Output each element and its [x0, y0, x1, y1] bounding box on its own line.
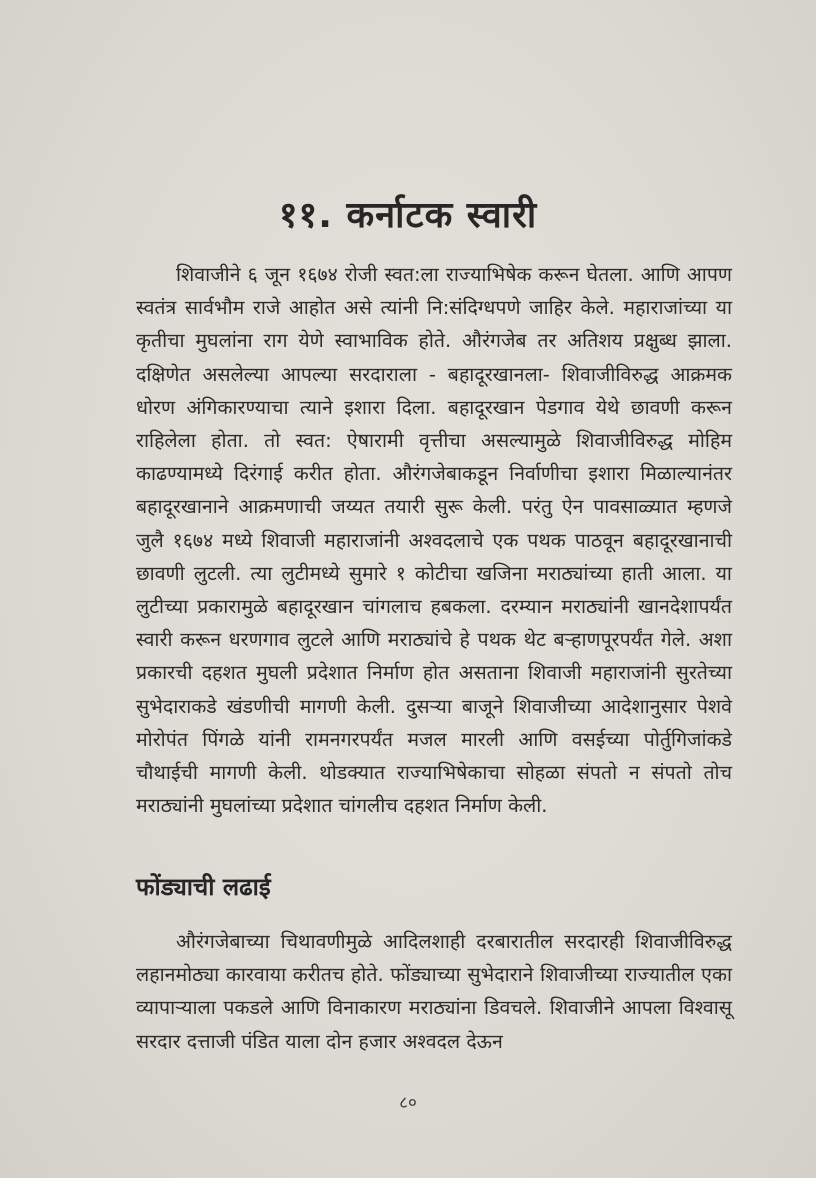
- section-paragraph: औरंगजेबाच्या चिथावणीमुळे आदिलशाही दरबारातील सरदारही शिवाजीविरुद्ध लहानमोठ्या कारवाया करीतच होते. फोंड्याच्या सुभेदाराने शिवाजीच्या राज्यातील एका व्यापाऱ्याला पकडले आणि विनाकारण मराठ्यांना डिवचले. शिवाजीने आपला विश्वासू सरदार दत्ताजी पंडित याला दोन हजार अश्वदल देऊन: [136, 930, 732, 1053]
- page-number: ८०: [399, 1093, 417, 1113]
- section-heading: फोंड्याची लढाई: [136, 873, 271, 901]
- body-paragraph: शिवाजीने ६ जून १६७४ रोजी स्वत:ला राज्याभिषेक करून घेतला. आणि आपण स्वतंत्र सार्वभौम राजे आहोत असे त्यांनी नि:संदिग्धपणे जाहिर केले. महाराजांच्या या कृतीचा मुघलांना राग येणे स्वाभाविक होते. औरंगजेब तर अतिशय प्रक्षुब्ध झाला. दक्षिणेत असलेल्या आपल्या सरदाराला - बहादूरखानला- शिवाजीविरुद्ध आक्रमक धोरण अंगिकारण्याचा त्याने इशारा दिला. बहादूरखान पेडगाव येथे छावणी करून राहिलेला होता. तो स्वत: ऐषारामी वृत्तीचा असल्यामुळे शिवाजीविरुद्ध मोहिम काढण्यामध्ये दिरंगाई करीत होता. औरंगजेबाकडून निर्वाणीचा इशारा मिळाल्यानंतर बहादूरखानाने आक्रमणाची जय्यत तयारी सुरू केली. परंतु ऐन पावसाळ्यात म्हणजे जुलै १६७४ मध्ये शिवाजी महाराजांनी अश्वदलाचे एक पथक पाठवून बहादूरखानाची छावणी लुटली. त्या लुटीमध्ये सुमारे १ कोटीचा खजिना मराठ्यांच्या हाती आला. या लुटीच्या प्रकारामुळे बहादूरखान चांगलाच हबकला. दरम्यान मराठ्यांनी खानदेशापर्यंत स्वारी करून धरणगाव लुटले आणि मराठ्यांचे हे पथक थेट बऱ्हाणपूरपर्यंत गेले. अशा प्रकारची दहशत मुघली प्रदेशात निर्माण होत असताना शिवाजी महाराजांनी सुरतेच्या सुभेदाराकडे खंडणीची मागणी केली. दुसऱ्या बाजूने शिवाजीच्या आदेशानुसार पेशवे मोरोपंत पिंगळे यांनी रामनगरपर्यंत मजल मारली आणि वसईच्या पोर्तुगिजांकडे चौथाईची मागणी केली. थोडक्यात राज्याभिषेकाचा सोहळा संपतो न संपतो तोच मराठ्यांनी मुघलांच्या प्रदेशात चांगलीच दहशत निर्माण केली.: [136, 263, 732, 818]
- chapter-title: ११. कर्नाटक स्वारी: [278, 195, 538, 237]
